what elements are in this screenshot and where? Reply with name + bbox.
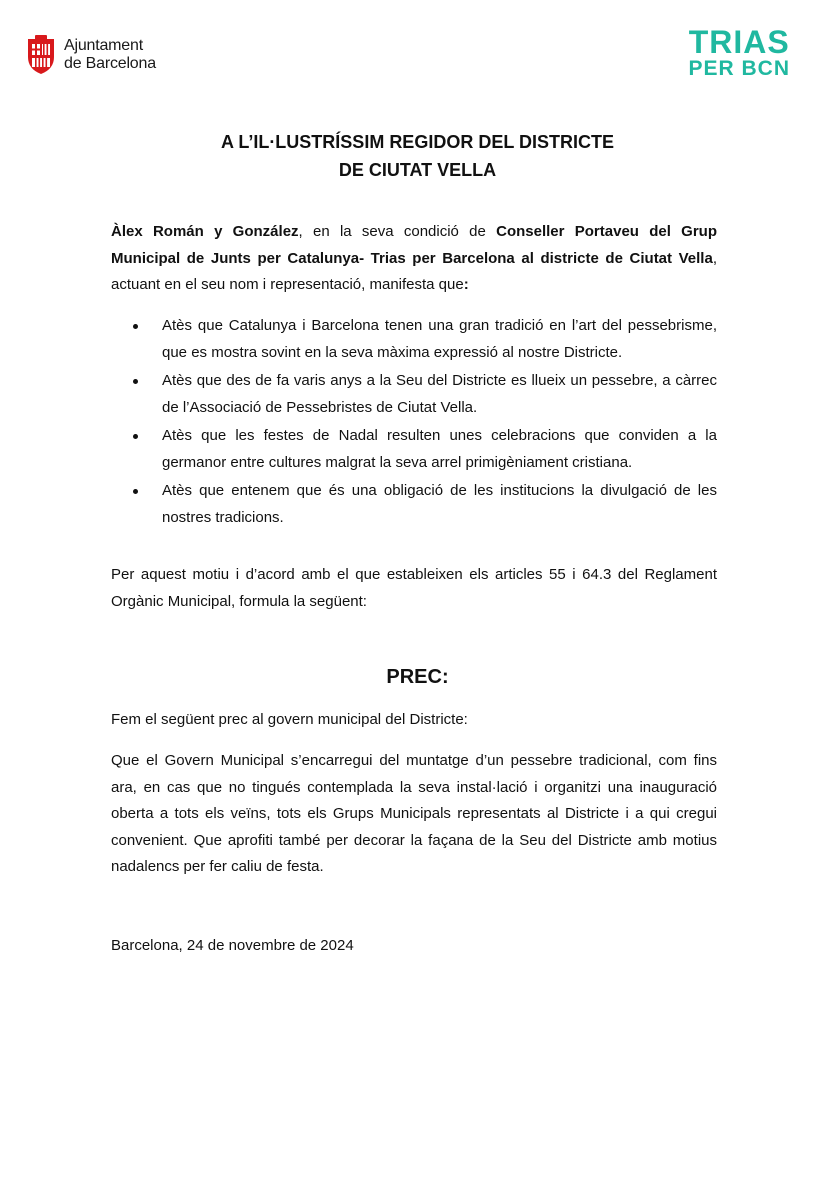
- title-line2: DE CIUTAT VELLA: [338, 160, 497, 180]
- document-title: [0, 128, 835, 184]
- ajuntament-line1: Ajuntament: [64, 37, 143, 54]
- bullet-text: Atès que Catalunya i Barcelona tenen una gran tradició en l’art del pessebrisme, que es mostra sovint en la seva màxima expressió al nostre Districte.: [162, 317, 717, 361]
- document-date: Barcelona, 24 de novembre de 2024: [111, 937, 354, 954]
- author-role: Conseller Portaveu del Grup Municipal de Junts per Catalunya- Trias per Barcelona al districte de Ciutat Vella: [111, 223, 717, 267]
- list-item: [111, 478, 717, 531]
- intro-text2: , actuant en el seu nom i representació, manifesta que: [111, 249, 717, 293]
- author-name: Àlex Román y González: [111, 223, 299, 240]
- intro-paragraph: [111, 219, 717, 299]
- prec-intro: Fem el següent prec al govern municipal del Districte:: [111, 711, 468, 728]
- bullet-text: Atès que des de fa varis anys a la Seu del Districte es llueix un pessebre, a càrrec de l’Associació de Pessebristes de Ciutat Vella.: [162, 372, 717, 416]
- bullet-text: Atès que entenem que és una obligació de les institucions la divulgació de les nostres tradicions.: [162, 482, 717, 526]
- intro-colon: :: [463, 276, 469, 293]
- motiu-paragraph: Per aquest motiu i d’acord amb el que estableixen els articles 55 i 64.3 del Reglament Orgànic Municipal, formula la següent:: [111, 566, 717, 610]
- barcelona-shield-icon: [26, 35, 56, 75]
- prec-body: Que el Govern Municipal s’encarregui del muntatge d’un pessebre tradicional, com fins ara, en cas que no tingués contemplada la seva instal·lació i organitzi una inauguració oberta a tots els veïns, tots els Grups Municipals representats al Districte i a qui cregui convenient. Que aprofiti també per decorar la façana de la Seu del Districte amb motius nadalencs per fer caliu de festa.: [111, 752, 717, 875]
- trias-logo: [688, 26, 790, 80]
- ajuntament-logo: [26, 35, 156, 75]
- bullet-icon: [133, 324, 138, 329]
- trias-line2: PER BCN: [688, 57, 790, 80]
- trias-line1: TRIAS: [688, 24, 790, 60]
- list-item: [111, 368, 717, 421]
- list-item: [111, 313, 717, 366]
- bullet-icon: [133, 379, 138, 384]
- bullet-list: [111, 313, 717, 533]
- bullet-icon: [133, 489, 138, 494]
- list-item: [111, 423, 717, 476]
- ajuntament-line2: de Barcelona: [64, 55, 156, 72]
- intro-text1: , en la seva condició de: [298, 223, 497, 240]
- prec-heading: PREC:: [386, 666, 449, 688]
- title-line1: A L’IL·LUSTRÍSSIM REGIDOR DEL DISTRICTE: [220, 132, 614, 152]
- bullet-icon: [133, 434, 138, 439]
- bullet-text: Atès que les festes de Nadal resulten unes celebracions que conviden a la germanor entre cultures malgrat la seva arrel primigèniament cristiana.: [162, 427, 717, 471]
